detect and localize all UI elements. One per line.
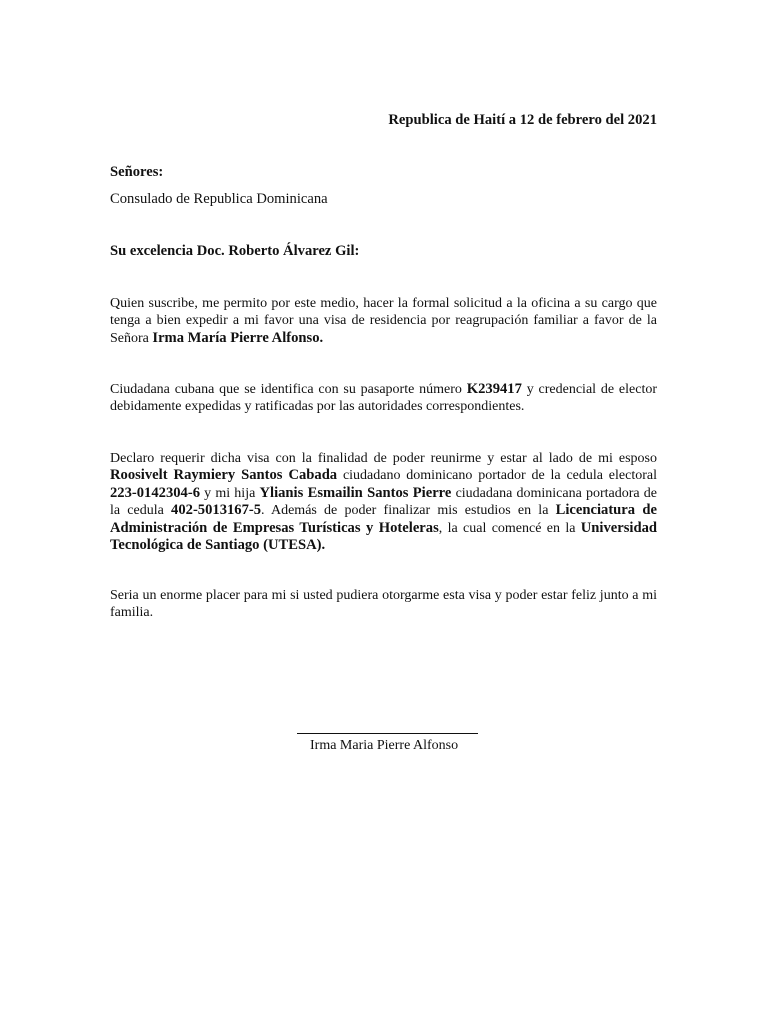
applicant-name: Irma María Pierre Alfonso. <box>152 329 324 346</box>
paragraph-request-text: Quien suscribe, me permito por este medio, hacer la formal solicitud a la oficina a su cargo que tenga a bien expedir a mi favor una visa de residencia por reagrupación familiar a favor de la Señora <box>110 296 657 346</box>
identification-text-1: Ciudadana cubana que se identifica con su pasaporte número <box>110 382 467 397</box>
paragraph-closing: Seria un enorme placer para mi si usted pudiera otorgarme esta visa y poder estar feliz junto a mi familia. <box>110 588 657 621</box>
daughter-name: Ylianis Esmailin Santos Pierre <box>259 484 452 501</box>
family-text-4: ciudadana dominicana portadora de la cedula <box>110 485 658 519</box>
family-text-1: Declaro requerir dicha visa con la finalidad de poder reunirme y estar al lado de mi esposo <box>110 451 657 466</box>
daughter-id: 402-5013167-5 <box>171 502 262 519</box>
addressee: Su excelencia Doc. Roberto Álvarez Gil: <box>110 243 360 259</box>
paragraph-identification <box>110 381 657 416</box>
paragraph-family <box>110 450 657 554</box>
passport-number: K239417 <box>466 381 522 397</box>
family-text-5: . Además de poder finalizar mis estudios en la <box>261 503 556 519</box>
signature-line <box>297 733 478 734</box>
family-text-3: y mi hija <box>200 485 260 501</box>
paragraph-request <box>110 295 657 347</box>
date-line: Republica de Haití a 12 de febrero del 2021 <box>388 112 657 128</box>
husband-id: 223-0142304-6 <box>110 484 200 501</box>
husband-name: Roosivelt Raymiery Santos Cabada <box>110 467 338 484</box>
identification-text-2: y credencial de elector debidamente expedidas y ratificadas por las autoridades correspondientes. <box>110 382 657 415</box>
university-name: Universidad Tecnológica de Santiago (UTESA). <box>110 519 657 554</box>
family-text-6: , la cual comencé en la <box>438 520 581 536</box>
signature-name: Irma Maria Pierre Alfonso <box>310 738 459 753</box>
salutation: Señores: <box>110 164 164 180</box>
family-text-2: ciudadano dominicano portador de la cedula electoral <box>337 468 657 484</box>
degree-name: Licenciatura de Administración de Empresas Turísticas y Hoteleras <box>110 502 658 536</box>
recipient: Consulado de Republica Dominicana <box>110 191 328 207</box>
